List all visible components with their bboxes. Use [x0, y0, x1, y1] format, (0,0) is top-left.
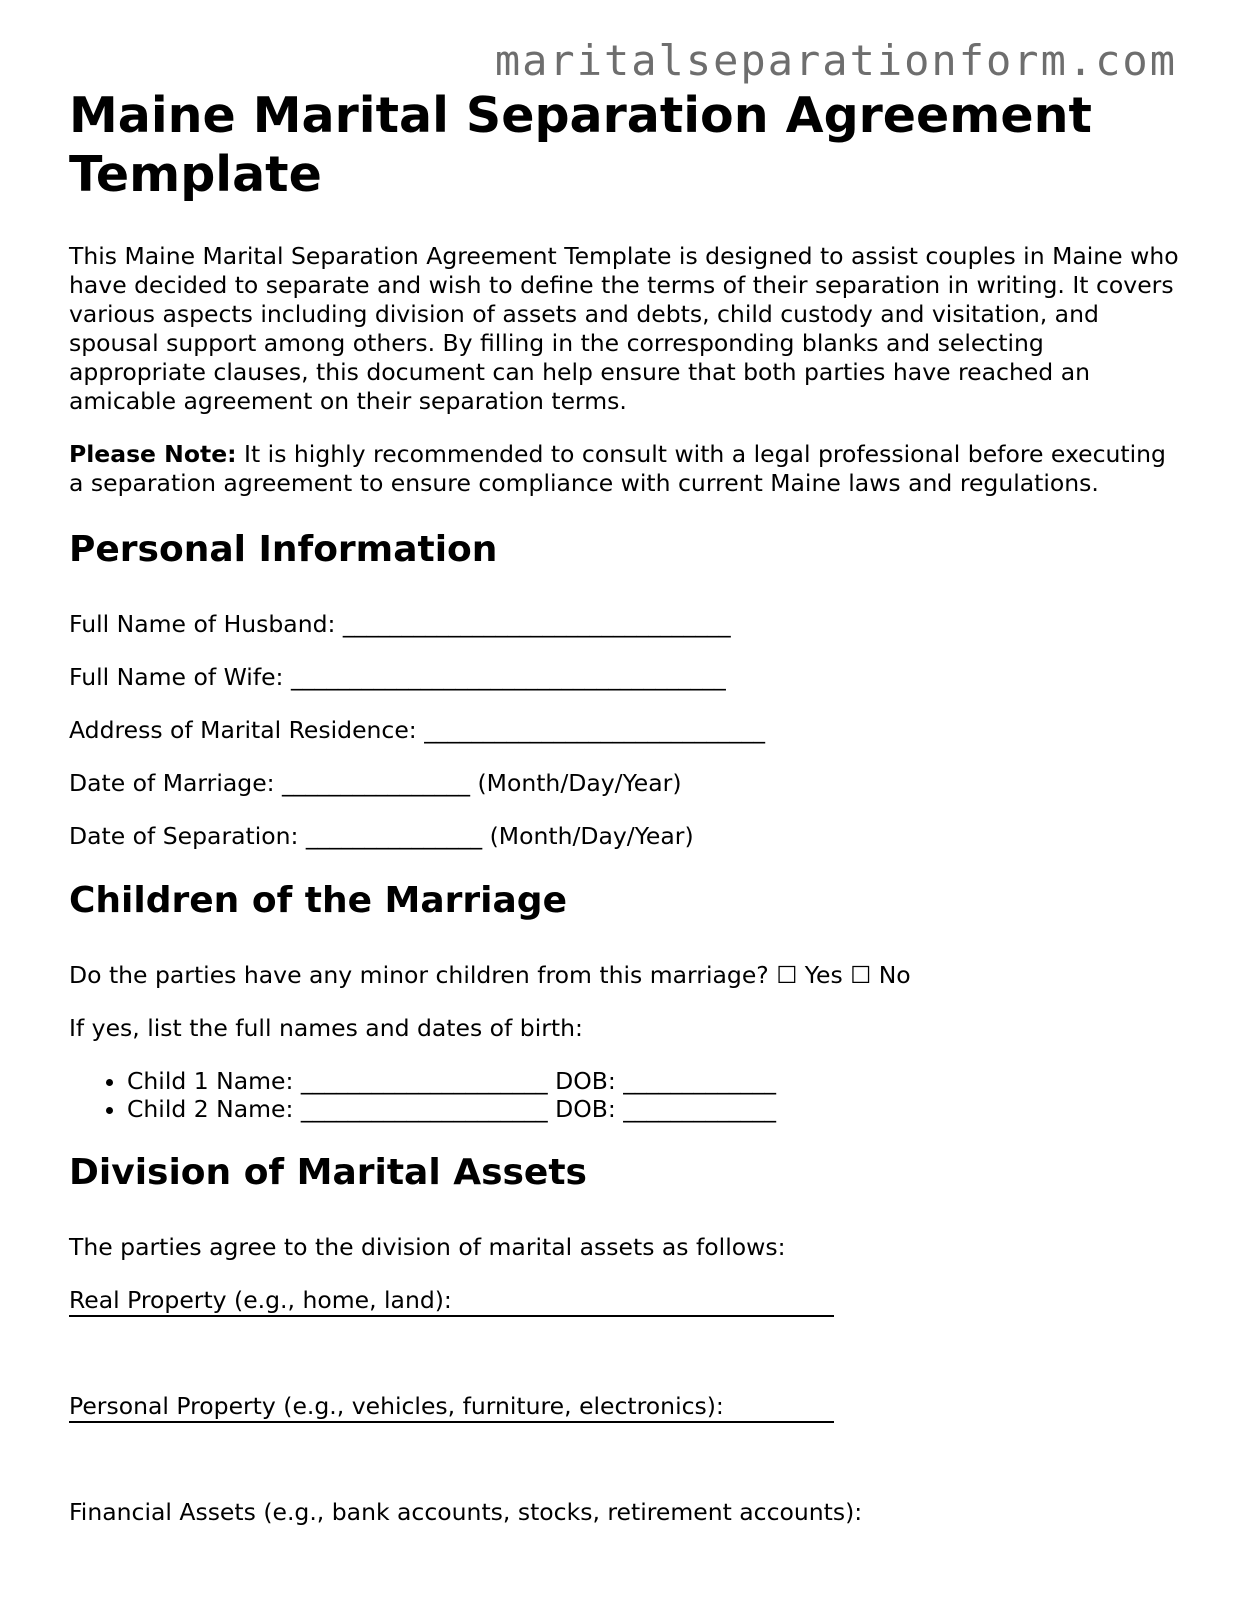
note-paragraph: [69, 440, 1179, 498]
intro-paragraph: This Maine Marital Separation Agreement Template is designed to assist couples in Maine who have decided to separate and wish to define the terms of their separation in writing. It covers various aspects including division of assets and debts, child custody and visitation, and spousal support among others. By filling in the corresponding blanks and selecting appropriate clauses, this document can help ensure that both parties have reached an amicable agreement on their separation terms.: [69, 242, 1179, 415]
page-title: Maine Marital Separation Agreement Template: [69, 87, 1092, 203]
separation-date-field[interactable]: Date of Separation: _______________ (Month/Day/Year): [69, 822, 694, 850]
marriage-date-field[interactable]: Date of Marriage: ________________ (Month/Day/Year): [69, 769, 682, 797]
list-item[interactable]: • Child 2 Name: _____________________ DOB: _____________: [127, 1095, 1179, 1123]
wife-name-field[interactable]: Full Name of Wife: _____________________________________: [69, 663, 726, 691]
real-property-label: Real Property (e.g., home, land):: [69, 1286, 452, 1314]
section-heading-children: Children of the Marriage: [69, 880, 567, 921]
real-property-blank[interactable]: [69, 1315, 834, 1317]
personal-property-blank[interactable]: [69, 1421, 834, 1423]
list-item[interactable]: • Child 1 Name: _____________________ DOB: _____________: [127, 1067, 1179, 1095]
note-label: Please Note:: [69, 440, 237, 468]
personal-property-label: Personal Property (e.g., vehicles, furniture, electronics):: [69, 1392, 724, 1420]
financial-assets-label: Financial Assets (e.g., bank accounts, stocks, retirement accounts):: [69, 1498, 863, 1526]
husband-name-field[interactable]: Full Name of Husband: _________________________________: [69, 610, 731, 638]
children-instruction: If yes, list the full names and dates of birth:: [69, 1014, 583, 1042]
document-body: [69, 86, 1179, 1527]
section-heading-assets: Division of Marital Assets: [69, 1152, 587, 1193]
note-text: It is highly recommended to consult with a legal professional before executing a separation agreement to ensure compliance with current Maine laws and regulations.: [69, 440, 1166, 497]
children-list: [69, 1067, 1179, 1123]
assets-intro: The parties agree to the division of marital assets as follows:: [69, 1233, 786, 1261]
section-heading-personal: Personal Information: [69, 529, 498, 570]
residence-address-field[interactable]: Address of Marital Residence: _____________________________: [69, 716, 765, 744]
watermark: maritalseparationform.com: [494, 36, 1177, 85]
children-question[interactable]: Do the parties have any minor children from this marriage? ☐ Yes ☐ No: [69, 961, 911, 989]
